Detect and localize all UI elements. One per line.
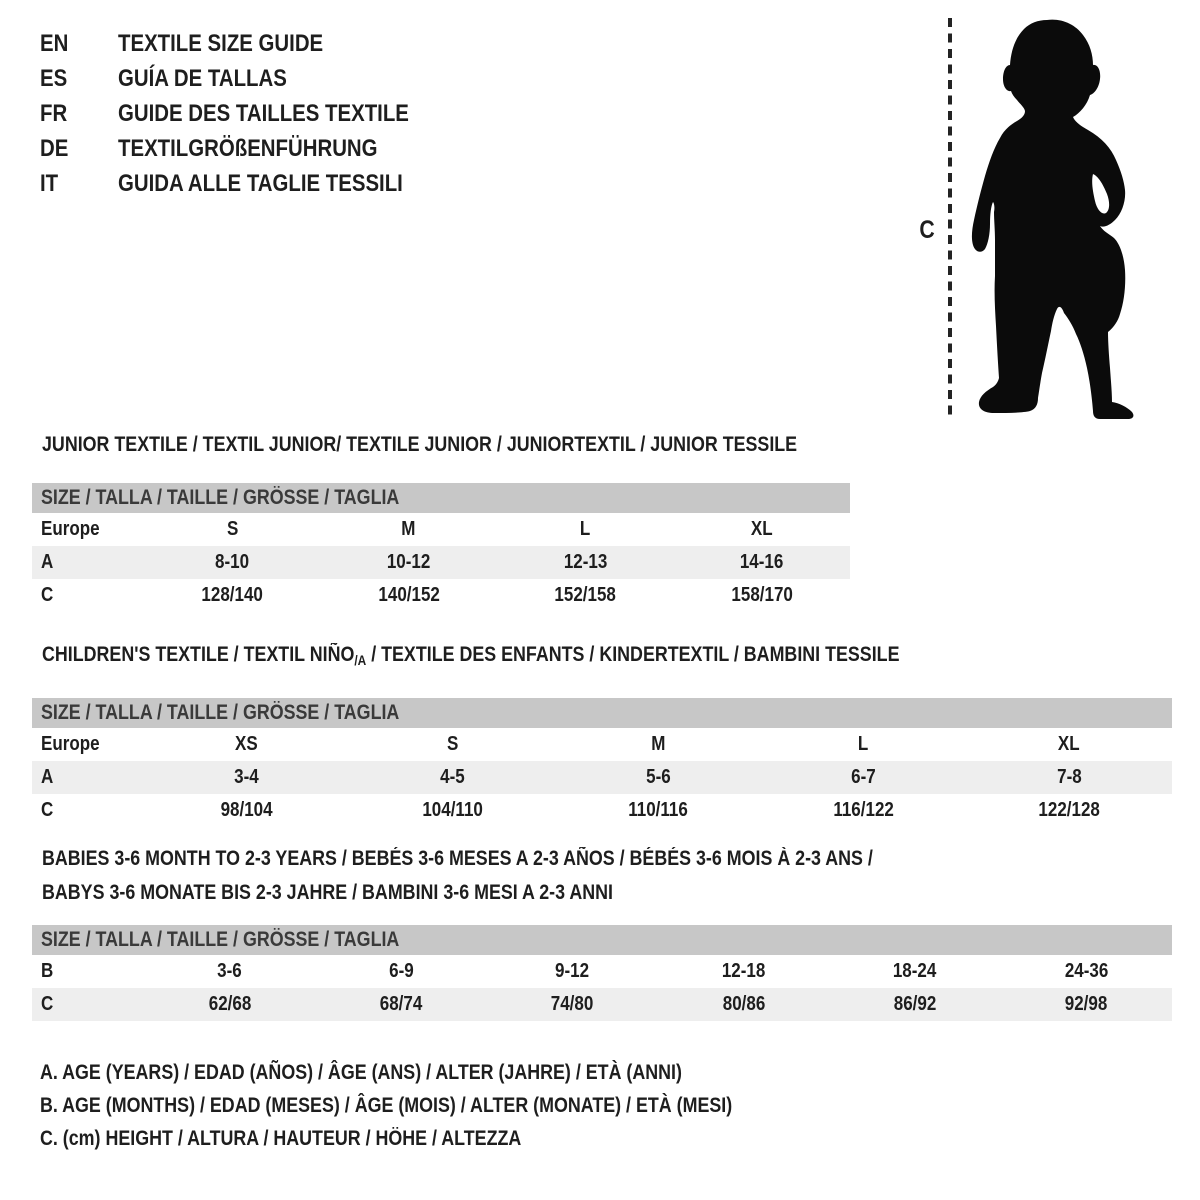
value-cell: 24-36 xyxy=(1064,960,1109,982)
junior-row-age xyxy=(32,546,850,579)
value-cell: 122/128 xyxy=(1038,799,1100,821)
value-cell: 110/116 xyxy=(628,799,688,821)
language-row-en xyxy=(40,26,460,61)
size-cell: XL xyxy=(750,518,773,540)
value-cell: 8-10 xyxy=(215,551,250,573)
value-cell: 92/98 xyxy=(1065,993,1108,1015)
footnote-c: C. (cm) HEIGHT / ALTURA / HAUTEUR / HÖHE / ALTEZZA xyxy=(40,1127,522,1150)
row-label: A xyxy=(41,551,54,573)
row-label: C xyxy=(41,993,54,1015)
junior-textile-table xyxy=(32,432,850,612)
size-cell: S xyxy=(446,733,459,755)
childrens-row-height xyxy=(32,794,1172,827)
title-subscript: /A xyxy=(354,652,367,668)
babies-size-header-band: SIZE / TALLA / TAILLE / GRÖSSE / TAGLIA xyxy=(32,925,1172,955)
value-cell: 10-12 xyxy=(387,551,431,573)
junior-row-europe xyxy=(32,513,850,546)
language-title: TEXTILE SIZE GUIDE xyxy=(118,30,324,57)
size-cell: S xyxy=(226,518,238,540)
title-text: / TEXTILE DES ENFANTS / KINDERTEXTIL / BAMBINI TESSILE xyxy=(366,643,900,666)
title-text: CHILDREN'S TEXTILE / TEXTIL NIÑO xyxy=(42,643,355,666)
size-cell: L xyxy=(580,518,591,540)
row-label: Europe xyxy=(41,733,100,755)
language-title: GUIDA ALLE TAGLIE TESSILI xyxy=(118,170,403,197)
footnote-a: A. AGE (YEARS) / EDAD (AÑOS) / ÂGE (ANS) / ALTER (JAHRE) / ETÀ (ANNI) xyxy=(40,1061,682,1084)
row-label: B xyxy=(41,960,54,982)
junior-size-header-band: SIZE / TALLA / TAILLE / GRÖSSE / TAGLIA xyxy=(32,483,850,513)
childrens-size-header-band: SIZE / TALLA / TAILLE / GRÖSSE / TAGLIA xyxy=(32,698,1172,728)
language-title-list xyxy=(40,26,460,201)
value-cell: 5-6 xyxy=(645,766,671,788)
value-cell: 7-8 xyxy=(1056,766,1082,788)
value-cell: 80/86 xyxy=(722,993,765,1015)
value-cell: 3-4 xyxy=(234,766,260,788)
value-cell: 152/158 xyxy=(554,584,616,606)
junior-table-title: JUNIOR TEXTILE / TEXTIL JUNIOR/ TEXTILE JUNIOR / JUNIORTEXTIL / JUNIOR TESSILE xyxy=(42,433,798,456)
babies-row-height xyxy=(32,988,1172,1021)
language-code: FR xyxy=(40,100,68,127)
babies-textile-table xyxy=(32,842,1172,1021)
childrens-row-europe xyxy=(32,728,1172,761)
language-row-de xyxy=(40,131,460,166)
value-cell: 3-6 xyxy=(217,960,242,982)
height-measure-dashed-line xyxy=(946,16,954,422)
language-row-fr xyxy=(40,96,460,131)
value-cell: 62/68 xyxy=(208,993,251,1015)
language-row-it xyxy=(40,166,460,201)
value-cell: 104/110 xyxy=(422,799,483,821)
language-code: ES xyxy=(40,65,68,92)
size-cell: XL xyxy=(1058,733,1081,755)
value-cell: 6-7 xyxy=(851,766,876,788)
babies-table-title xyxy=(32,842,1172,910)
language-row-es xyxy=(40,61,460,96)
size-cell: XS xyxy=(235,733,259,755)
language-title: TEXTILGRÖßENFÜHRUNG xyxy=(118,135,378,162)
value-cell: 9-12 xyxy=(555,960,590,982)
language-title: GUIDE DES TAILLES TEXTILE xyxy=(118,100,409,127)
value-cell: 6-9 xyxy=(388,960,414,982)
size-cell: L xyxy=(858,733,869,755)
childrens-row-age xyxy=(32,761,1172,794)
language-title: GUÍA DE TALLAS xyxy=(118,65,287,92)
value-cell: 86/92 xyxy=(893,993,937,1015)
title-line-1: BABIES 3-6 MONTH TO 2-3 YEARS / BEBÉS 3-6 MESES A 2-3 AÑOS / BÉBÉS 3-6 MOIS À 2-3 ANS / xyxy=(42,847,873,870)
value-cell: 4-5 xyxy=(440,766,465,788)
language-code: IT xyxy=(40,170,59,197)
value-cell: 14-16 xyxy=(740,551,784,573)
babies-row-months xyxy=(32,955,1172,988)
value-cell: 158/170 xyxy=(731,584,793,606)
row-label: C xyxy=(41,799,54,821)
value-cell: 74/80 xyxy=(551,993,594,1015)
row-label: A xyxy=(41,766,54,788)
legend-footnotes xyxy=(40,1056,854,1155)
junior-row-height xyxy=(32,579,850,612)
language-code: DE xyxy=(40,135,69,162)
row-label: Europe xyxy=(41,518,100,540)
language-code: EN xyxy=(40,30,69,57)
size-cell: M xyxy=(401,518,416,540)
value-cell: 18-24 xyxy=(893,960,937,982)
title-line-2: BABYS 3-6 MONATE BIS 2-3 JAHRE / BAMBINI 3-6 MESI A 2-3 ANNI xyxy=(42,881,613,904)
value-cell: 128/140 xyxy=(201,584,263,606)
value-cell: 140/152 xyxy=(378,584,440,606)
row-label: C xyxy=(41,584,54,606)
value-cell: 12-18 xyxy=(721,960,766,982)
childrens-table-title xyxy=(32,642,1172,673)
value-cell: 12-13 xyxy=(563,551,607,573)
toddler-silhouette-icon xyxy=(962,16,1138,422)
childrens-textile-table xyxy=(32,642,1172,827)
value-cell: 68/74 xyxy=(379,993,423,1015)
height-measure-label-c: C xyxy=(919,216,935,244)
size-cell: M xyxy=(650,733,666,755)
footnote-b: B. AGE (MONTHS) / EDAD (MESES) / ÂGE (MOIS) / ALTER (MONATE) / ETÀ (MESI) xyxy=(40,1094,733,1117)
value-cell: 116/122 xyxy=(833,799,894,821)
value-cell: 98/104 xyxy=(220,799,273,821)
